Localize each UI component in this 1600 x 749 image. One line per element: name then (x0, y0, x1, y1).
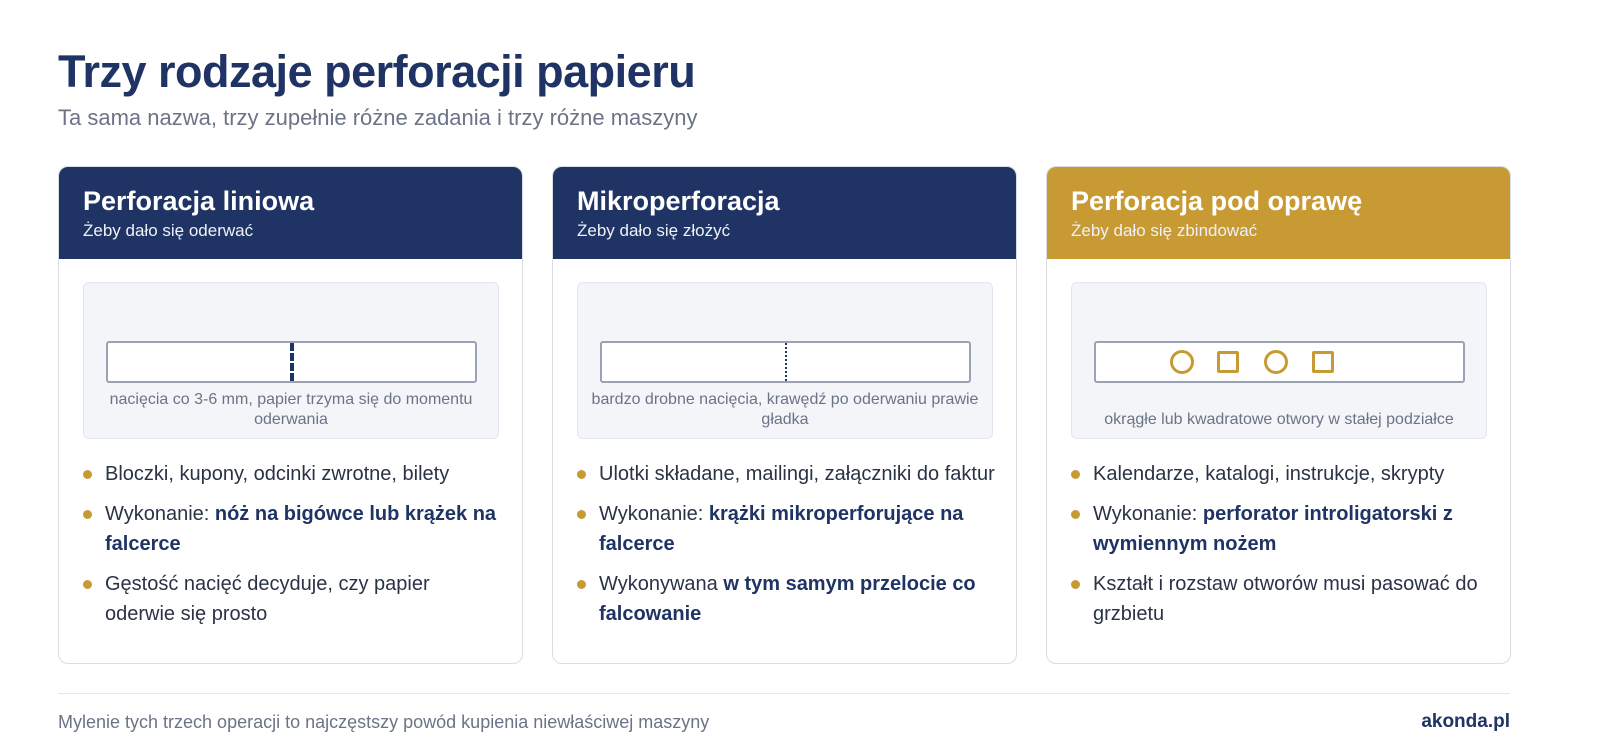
card-microperforation (552, 166, 1017, 664)
list-item: Gęstość nacięć decyduje, czy papier oderwie się prosto (83, 569, 503, 629)
square-hole-icon (1312, 351, 1334, 373)
paper-strip (1094, 341, 1465, 383)
bullet-list (83, 459, 503, 639)
dotted-cut-line (785, 343, 787, 381)
footer-divider (58, 693, 1510, 694)
illustration-caption: bardzo drobne nacięcia, krawędź po oderwaniu prawie gładka (591, 391, 979, 428)
page-subtitle: Ta sama nazwa, trzy zupełnie różne zadania i trzy różne maszyny (58, 105, 698, 130)
list-item: Wykonanie: krążki mikroperforujące na falcerce (577, 499, 997, 559)
illustration-caption: okrągłe lub kwadratowe otwory w stałej podziałce (1104, 411, 1454, 428)
illustration-caption: nacięcia co 3-6 mm, papier trzyma się do momentu oderwania (109, 391, 473, 428)
list-item: Wykonywana w tym samym przelocie co falcowanie (577, 569, 997, 629)
dashed-cut-line (290, 343, 294, 381)
card-header (59, 167, 522, 259)
card-title: Perforacja pod oprawę (1071, 186, 1363, 216)
square-hole-icon (1217, 351, 1239, 373)
card-line-perforation (58, 166, 523, 664)
perforation-illustration (83, 282, 499, 439)
round-hole-icon (1264, 350, 1288, 374)
list-item: Wykonanie: nóż na bigówce lub krążek na falcerce (83, 499, 503, 559)
card-subtitle: Żeby dało się złożyć (577, 221, 731, 240)
card-title: Mikroperforacja (577, 186, 780, 216)
paper-strip (106, 341, 477, 383)
perforation-illustration (1071, 282, 1487, 439)
card-header (1047, 167, 1510, 259)
list-item: Kalendarze, katalogi, instrukcje, skrypty (1071, 459, 1491, 489)
brand-logo[interactable]: akonda.pl (1421, 711, 1510, 732)
bullet-list (1071, 459, 1491, 639)
list-item: Kształt i rozstaw otworów musi pasować do grzbietu (1071, 569, 1491, 629)
card-header (553, 167, 1016, 259)
card-title: Perforacja liniowa (83, 186, 315, 216)
perforation-illustration (577, 282, 993, 439)
card-subtitle: Żeby dało się zbindować (1071, 221, 1258, 240)
page-title: Trzy rodzaje perforacji papieru (58, 46, 696, 97)
list-item: Bloczki, kupony, odcinki zwrotne, bilety (83, 459, 503, 489)
list-item: Ulotki składane, mailingi, załączniki do faktur (577, 459, 997, 489)
list-item: Wykonanie: perforator introligatorski z wymiennym nożem (1071, 499, 1491, 559)
paper-strip (600, 341, 971, 383)
footer-note: Mylenie tych trzech operacji to najczęstszy powód kupienia niewłaściwej maszyny (58, 712, 710, 732)
bullet-list (577, 459, 997, 639)
round-hole-icon (1170, 350, 1194, 374)
card-binding-perforation (1046, 166, 1511, 664)
card-subtitle: Żeby dało się oderwać (83, 221, 254, 240)
